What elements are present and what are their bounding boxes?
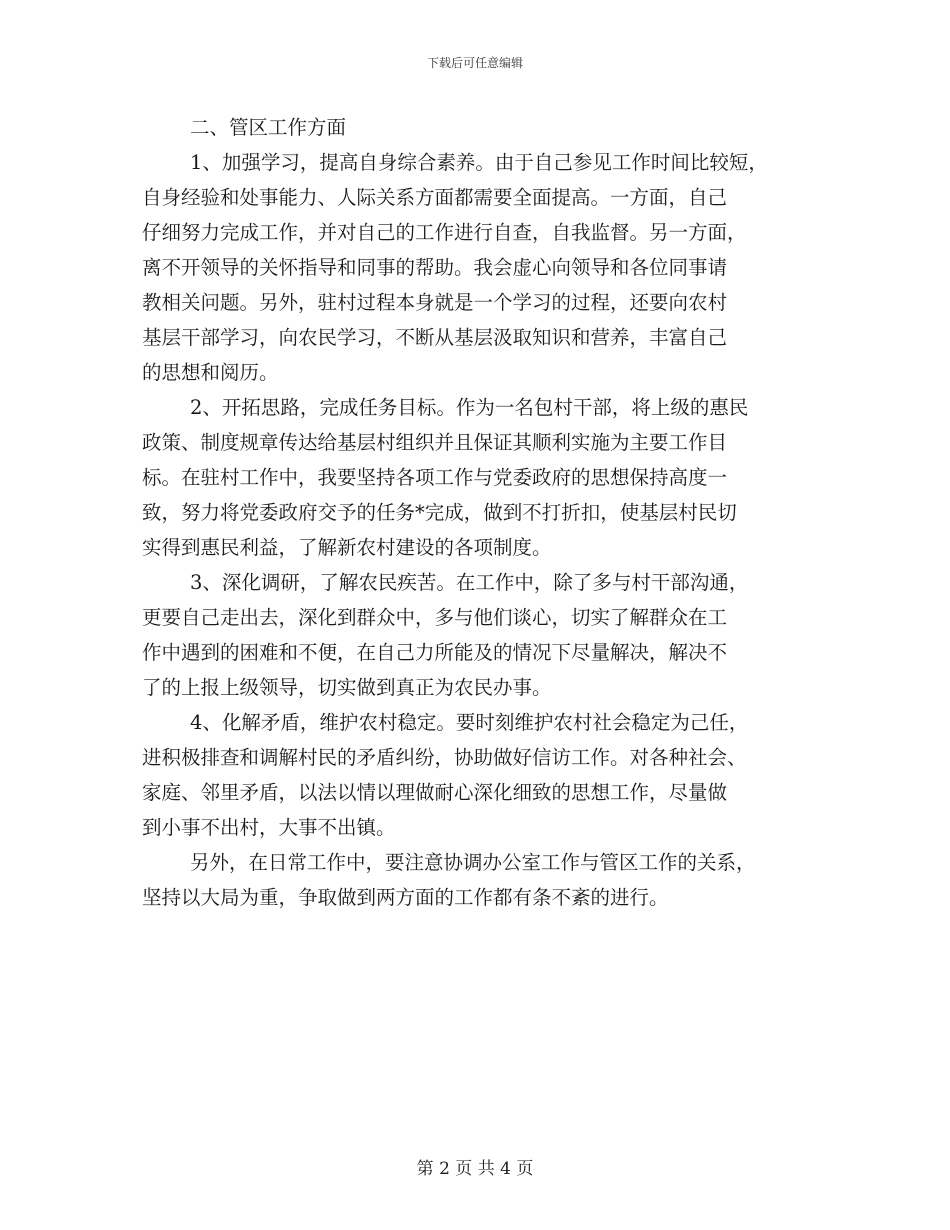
text-line: 基层干部学习，向农民学习，不断从基层汲取知识和营养，丰富自己 xyxy=(142,326,728,349)
text-line: 3、深化调研，了解农民疾苦。在工作中，除了多与村干部沟通， xyxy=(190,571,749,594)
text-line: 更要自己走出去，深化到群众中，多与他们谈心，切实了解群众在工 xyxy=(142,606,728,629)
text-line: 到小事不出村，大事不出镇。 xyxy=(142,816,396,839)
text-line: 政策、制度规章传达给基层村组织并且保证其顺利实施为主要工作目 xyxy=(142,431,728,454)
text-line: 致，努力将党委政府交予的任务*完成，做到不打折扣，使基层村民切 xyxy=(142,501,737,524)
text-line: 家庭、邻里矛盾，以法以情以理做耐心深化细致的思想工作，尽量做 xyxy=(142,781,728,804)
page-number: 第 2 页 共 4 页 xyxy=(416,1159,534,1179)
text-line: 了的上报上级领导，切实做到真正为农民办事。 xyxy=(142,676,552,699)
text-line: 1、加强学习，提高自身综合素养。由于自己参见工作时间比较短， xyxy=(190,151,768,174)
text-line: 仔细努力完成工作，并对自己的工作进行自查，自我监督。另一方面， xyxy=(142,221,747,244)
text-line: 自身经验和处事能力、人际关系方面都需要全面提高。一方面，自己 xyxy=(142,186,728,209)
text-line: 另外，在日常工作中，要注意协调办公室工作与管区工作的关系， xyxy=(190,851,756,874)
document-body xyxy=(142,110,810,915)
text-line: 进积极排查和调解村民的矛盾纠纷，协助做好信访工作。对各种社会、 xyxy=(142,746,747,769)
text-line: 坚持以大局为重，争取做到两方面的工作都有条不紊的进行。 xyxy=(142,886,669,909)
text-line: 二、管区工作方面 xyxy=(190,116,347,139)
text-line: 离不开领导的关怀指导和同事的帮助。我会虚心向领导和各位同事请 xyxy=(142,256,728,279)
text-line: 教相关问题。另外，驻村过程本身就是一个学习的过程，还要向农村 xyxy=(142,291,728,314)
text-line: 4、化解矛盾，维护农村稳定。要时刻维护农村社会稳定为己任， xyxy=(190,711,749,734)
text-line: 的思想和阅历。 xyxy=(142,361,279,384)
text-line: 2、开拓思路，完成任务目标。作为一名包村干部，将上级的惠民 xyxy=(190,396,749,419)
text-line: 标。在驻村工作中，我要坚持各项工作与党委政府的思想保持高度一 xyxy=(142,466,728,489)
header-note: 下载后可任意编辑 xyxy=(426,56,523,70)
text-line: 作中遇到的困难和不便，在自己力所能及的情况下尽量解决，解决不 xyxy=(142,641,728,664)
text-line: 实得到惠民利益，了解新农村建设的各项制度。 xyxy=(142,536,552,559)
